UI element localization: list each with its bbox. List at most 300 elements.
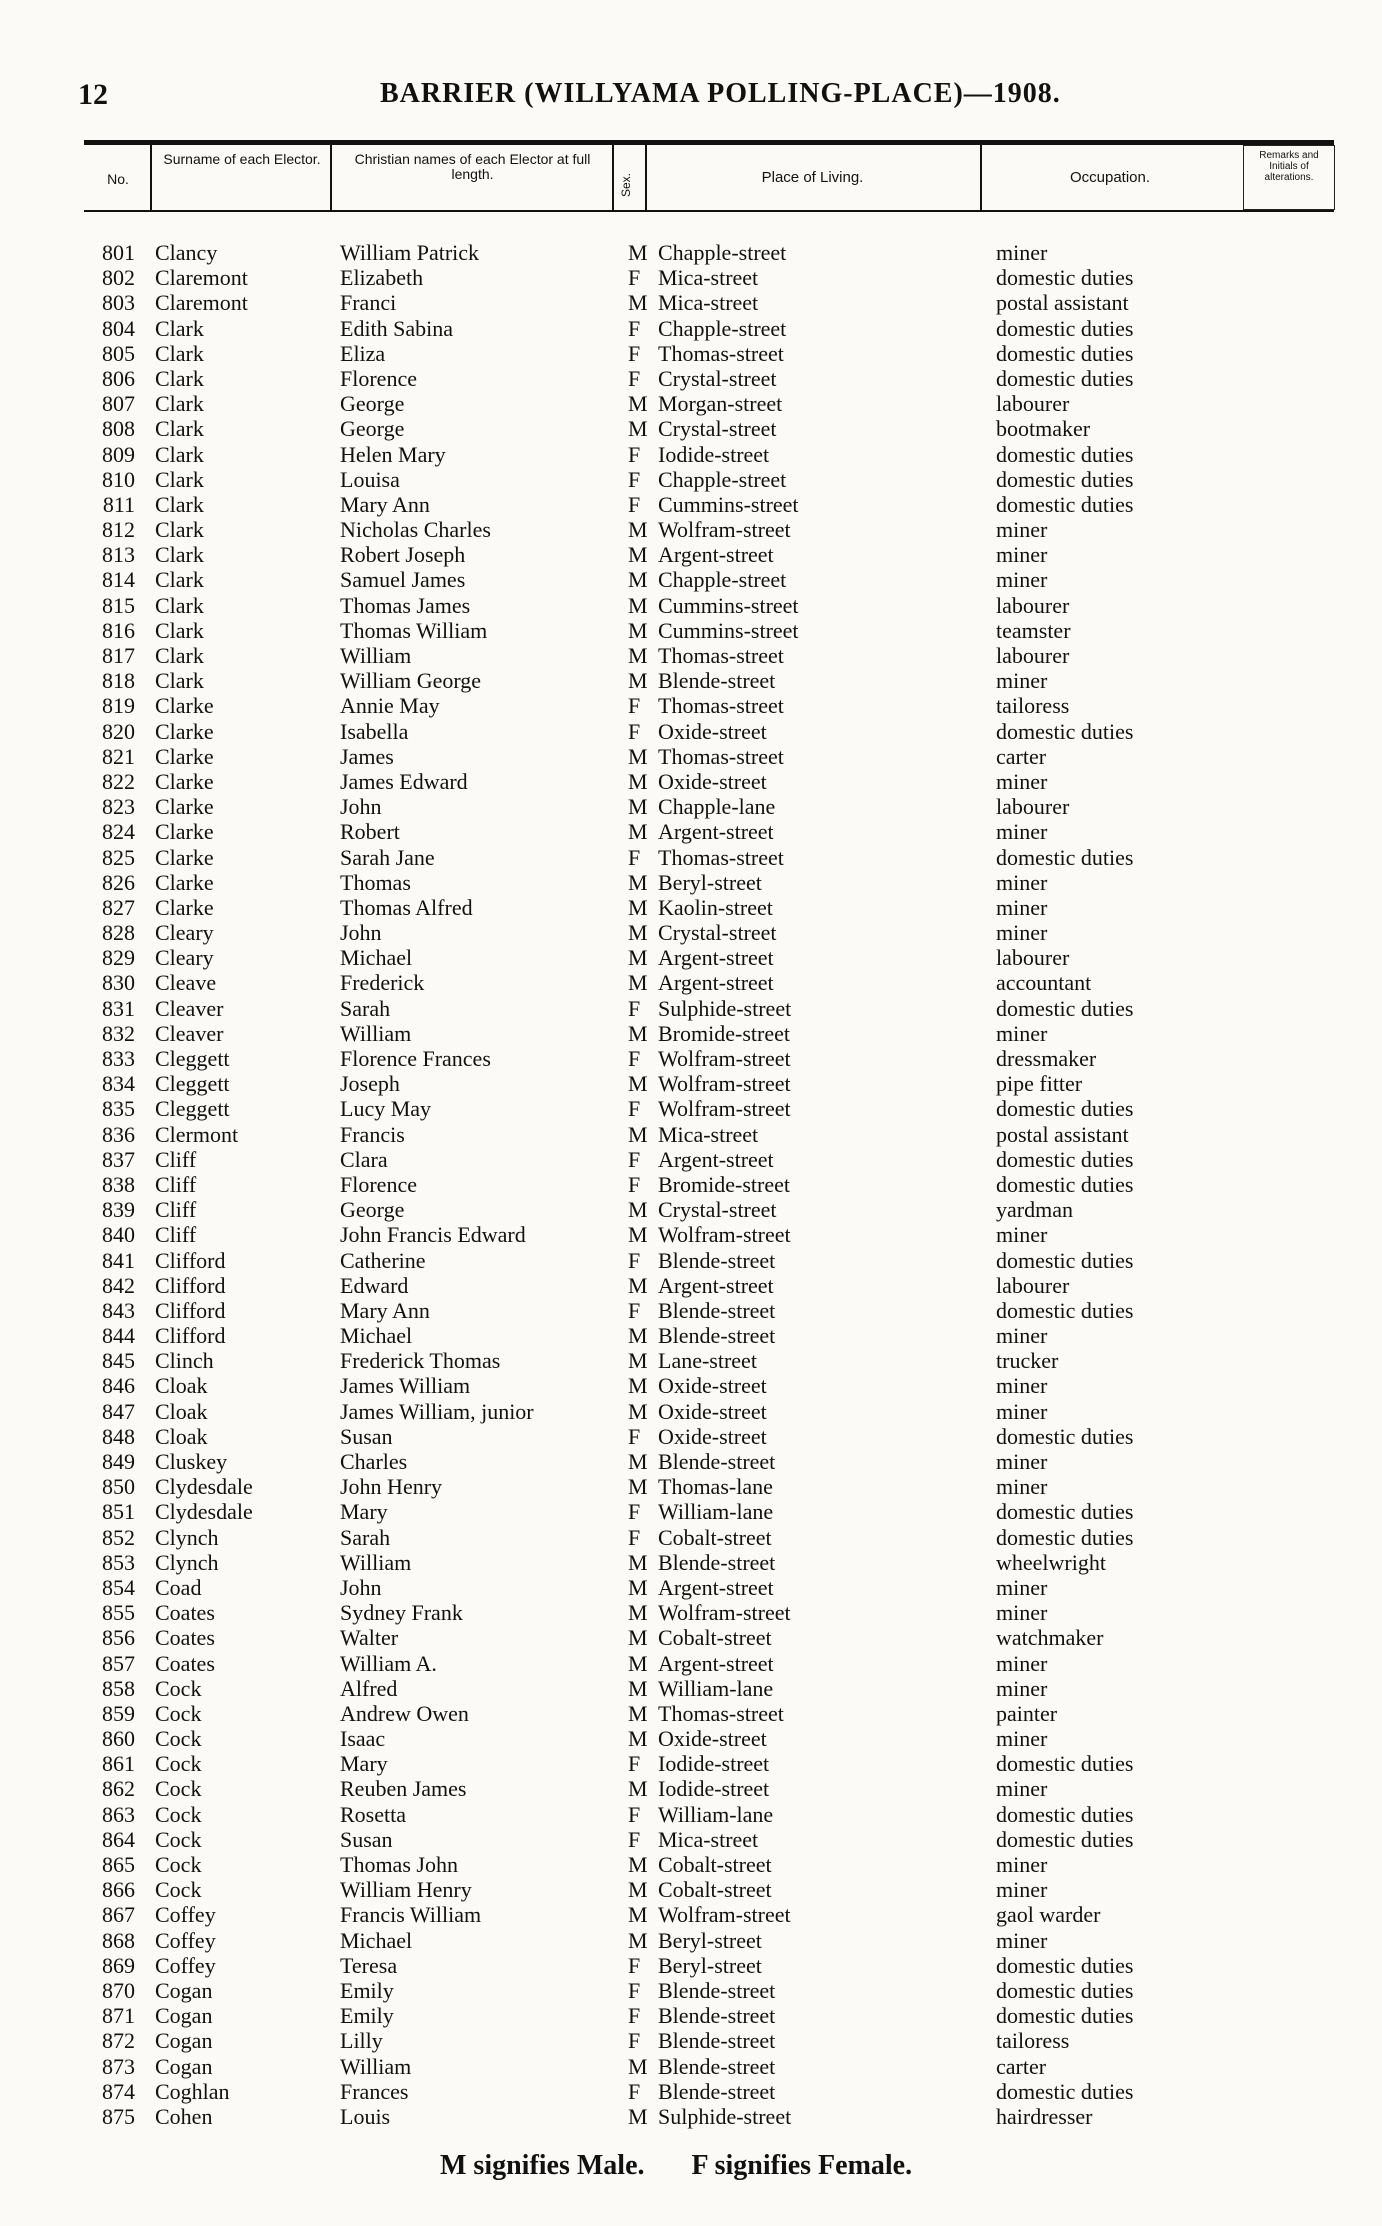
elector-sex: M: [628, 869, 648, 895]
elector-number: 833: [102, 1046, 135, 1071]
elector-number: 843: [102, 1297, 135, 1323]
elector-christian-names: Frances: [340, 2078, 409, 2104]
elector-surname: Cloak: [155, 1398, 208, 1424]
elector-christian-names: William: [340, 2053, 412, 2079]
elector-place: Oxide-street: [658, 1398, 767, 1424]
elector-number: 862: [102, 1776, 135, 1802]
elector-christian-names: William: [340, 1020, 412, 1046]
elector-surname: Cliff: [155, 1222, 197, 1248]
table-row: [0, 1751, 1382, 1776]
elector-occupation: miner: [996, 1398, 1048, 1424]
elector-christian-names: Teresa: [340, 1952, 398, 1978]
elector-sex: M: [628, 920, 648, 946]
elector-place: Lane-street: [658, 1348, 757, 1374]
elector-number: 823: [102, 794, 135, 820]
elector-place: Argent-street: [658, 1146, 774, 1172]
elector-surname: Cock: [155, 1826, 202, 1852]
elector-number: 836: [102, 1121, 135, 1147]
elector-occupation: domestic duties: [996, 315, 1134, 341]
elector-occupation: miner: [996, 768, 1048, 794]
elector-occupation: domestic duties: [996, 1801, 1134, 1827]
elector-christian-names: Lucy May: [340, 1096, 432, 1122]
elector-sex: M: [628, 1121, 648, 1147]
elector-occupation: hairdresser: [996, 2103, 1093, 2129]
elector-christian-names: Charles: [340, 1449, 408, 1474]
elector-occupation: labourer: [996, 391, 1070, 417]
table-row: [0, 895, 1382, 920]
elector-occupation: miner: [996, 517, 1048, 543]
elector-number: 839: [102, 1197, 135, 1223]
table-row: [0, 845, 1382, 870]
elector-place: Wolfram-street: [658, 1902, 791, 1928]
table-row: [0, 391, 1382, 416]
elector-sex: M: [628, 768, 648, 794]
table-row: [0, 668, 1382, 693]
elector-christian-names: James William: [340, 1373, 471, 1399]
elector-surname: Cloak: [155, 1423, 208, 1449]
elector-christian-names: Mary Ann: [340, 491, 430, 517]
elector-christian-names: Robert: [340, 819, 400, 845]
elector-occupation: tailoress: [996, 2028, 1070, 2054]
header-christian-names: Christian names of each Elector at full length.: [354, 151, 591, 182]
elector-sex: M: [628, 2053, 648, 2079]
elector-number: 810: [102, 466, 135, 492]
elector-number: 821: [102, 743, 135, 769]
table-row: [0, 593, 1382, 618]
elector-number: 835: [102, 1096, 135, 1122]
table-row: [0, 1928, 1382, 1953]
elector-christian-names: Sydney Frank: [340, 1600, 463, 1626]
elector-sex: M: [628, 1272, 648, 1298]
table-row: [0, 366, 1382, 391]
table-row: [0, 970, 1382, 995]
elector-place: Beryl-street: [658, 1927, 762, 1953]
table-row: [0, 1701, 1382, 1726]
table-row: [0, 2003, 1382, 2028]
elector-christian-names: Francis: [340, 1121, 405, 1147]
elector-sex: M: [628, 1323, 648, 1349]
elector-occupation: yardman: [996, 1197, 1073, 1223]
elector-place: Mica-street: [658, 265, 759, 291]
table-row: [0, 542, 1382, 567]
elector-place: Blende-street: [658, 1247, 776, 1273]
elector-sex: F: [628, 1297, 641, 1323]
elector-sex: M: [628, 1474, 648, 1500]
elector-sex: M: [628, 1549, 648, 1575]
elector-place: Wolfram-street: [658, 1071, 791, 1097]
column-divider: [980, 145, 982, 210]
elector-christian-names: Reuben James: [340, 1776, 467, 1802]
table-row: [0, 996, 1382, 1021]
elector-occupation: miner: [996, 1726, 1048, 1752]
header-remarks: Remarks and Initials of alterations.: [1243, 145, 1335, 210]
elector-sex: M: [628, 1726, 648, 1752]
elector-sex: F: [628, 315, 641, 341]
elector-number: 831: [102, 995, 135, 1021]
elector-place: Thomas-street: [658, 643, 784, 668]
elector-place: Cobalt-street: [658, 1625, 772, 1651]
table-row: [0, 517, 1382, 542]
elector-number: 870: [102, 1977, 135, 2003]
table-row: [0, 1575, 1382, 1600]
elector-number: 866: [102, 1877, 135, 1903]
table-row: [0, 492, 1382, 517]
elector-surname: Clinch: [155, 1348, 214, 1374]
elector-surname: Cogan: [155, 2053, 213, 2079]
elector-occupation: miner: [996, 1675, 1048, 1701]
elector-number: 871: [102, 2003, 135, 2029]
elector-sex: M: [628, 567, 648, 593]
elector-christian-names: Edith Sabina: [340, 315, 454, 341]
elector-place: Blende-street: [658, 1549, 776, 1575]
elector-surname: Clark: [155, 365, 204, 391]
elector-occupation: miner: [996, 668, 1048, 694]
elector-number: 828: [102, 920, 135, 946]
elector-christian-names: Frederick Thomas: [340, 1348, 501, 1374]
elector-sex: M: [628, 592, 648, 618]
elector-occupation: domestic duties: [996, 1096, 1134, 1122]
elector-occupation: domestic duties: [996, 466, 1134, 492]
elector-sex: F: [628, 2078, 641, 2104]
elector-place: Thomas-lane: [658, 1474, 773, 1500]
elector-christian-names: John: [340, 920, 382, 946]
elector-surname: Cluskey: [155, 1449, 228, 1474]
elector-sex: M: [628, 1071, 648, 1097]
elector-sex: F: [628, 1247, 641, 1273]
elector-occupation: domestic duties: [996, 1247, 1134, 1273]
elector-sex: M: [628, 743, 648, 769]
elector-occupation: miner: [996, 1222, 1048, 1248]
elector-occupation: miner: [996, 1323, 1048, 1349]
elector-occupation: miner: [996, 567, 1048, 593]
elector-surname: Clark: [155, 441, 204, 467]
elector-place: Chapple-street: [658, 567, 787, 593]
elector-place: Crystal-street: [658, 416, 777, 442]
table-row: [0, 2054, 1382, 2079]
elector-christian-names: William: [340, 643, 412, 668]
elector-number: 853: [102, 1549, 135, 1575]
elector-occupation: labourer: [996, 592, 1070, 618]
elector-place: Thomas-street: [658, 743, 784, 769]
elector-number: 865: [102, 1852, 135, 1877]
elector-christian-names: Michael: [340, 1323, 413, 1349]
elector-surname: Clarke: [155, 718, 214, 744]
elector-occupation: miner: [996, 894, 1048, 920]
elector-occupation: domestic duties: [996, 1977, 1134, 2003]
elector-surname: Clarke: [155, 819, 214, 845]
elector-christian-names: Florence Frances: [340, 1046, 491, 1071]
sex-key-footer: [440, 2150, 952, 2182]
elector-surname: Cock: [155, 1675, 202, 1701]
elector-christian-names: Emily: [340, 2003, 394, 2029]
elector-surname: Cock: [155, 1852, 202, 1877]
elector-surname: Clark: [155, 567, 204, 593]
elector-number: 857: [102, 1650, 135, 1676]
table-row: [0, 1373, 1382, 1398]
elector-number: 812: [102, 517, 135, 543]
table-row: [0, 240, 1382, 265]
elector-christian-names: Thomas: [340, 869, 411, 895]
elector-place: Argent-street: [658, 1272, 774, 1298]
elector-surname: Cliff: [155, 1171, 197, 1197]
elector-surname: Cogan: [155, 1977, 213, 2003]
elector-surname: Clifford: [155, 1272, 226, 1298]
elector-surname: Cliff: [155, 1197, 197, 1223]
table-row: [0, 1046, 1382, 1071]
elector-occupation: domestic duties: [996, 1297, 1134, 1323]
elector-sex: F: [628, 2003, 641, 2029]
female-key: F signifies Female.: [691, 2150, 913, 2181]
table-row: [0, 467, 1382, 492]
elector-surname: Cloak: [155, 1373, 208, 1399]
elector-number: 852: [102, 1524, 135, 1550]
elector-christian-names: Thomas James: [340, 592, 471, 618]
table-row: [0, 1953, 1382, 1978]
elector-sex: M: [628, 1776, 648, 1802]
elector-christian-names: Louisa: [340, 466, 400, 492]
header-surname: Surname of each Elector.: [163, 151, 321, 167]
elector-number: 805: [102, 340, 135, 366]
elector-occupation: miner: [996, 920, 1048, 946]
elector-place: Cobalt-street: [658, 1524, 772, 1550]
elector-surname: Claremont: [155, 265, 248, 291]
elector-surname: Cogan: [155, 2028, 213, 2054]
elector-place: Sulphide-street: [658, 2103, 792, 2129]
elector-surname: Cleary: [155, 920, 214, 946]
elector-sex: M: [628, 617, 648, 643]
elector-place: Sulphide-street: [658, 995, 792, 1021]
elector-sex: F: [628, 844, 641, 870]
elector-christian-names: Robert Joseph: [340, 542, 466, 568]
table-row: [0, 1273, 1382, 1298]
elector-number: 818: [102, 668, 135, 694]
elector-place: Wolfram-street: [658, 1600, 791, 1626]
elector-occupation: domestic duties: [996, 265, 1134, 291]
elector-number: 872: [102, 2028, 135, 2054]
elector-place: Argent-street: [658, 945, 774, 971]
table-row: [0, 1222, 1382, 1247]
elector-number: 822: [102, 768, 135, 794]
elector-number: 830: [102, 970, 135, 996]
elector-occupation: miner: [996, 1020, 1048, 1046]
table-row: [0, 1424, 1382, 1449]
elector-surname: Clark: [155, 391, 204, 417]
elector-occupation: domestic duties: [996, 844, 1134, 870]
elector-sex: F: [628, 491, 641, 517]
elector-place: Cobalt-street: [658, 1877, 772, 1903]
elector-place: Thomas-street: [658, 340, 784, 366]
elector-surname: Cleave: [155, 970, 217, 996]
elector-surname: Cock: [155, 1751, 202, 1777]
elector-number: 809: [102, 441, 135, 467]
elector-surname: Cleggett: [155, 1071, 230, 1097]
table-row: [0, 316, 1382, 341]
table-row: [0, 1600, 1382, 1625]
elector-surname: Coffey: [155, 1927, 216, 1953]
running-head: BARRIER (WILLYAMA POLLING-PLACE)—1908.: [380, 78, 1061, 109]
column-divider: [612, 145, 614, 210]
elector-sex: M: [628, 794, 648, 820]
elector-number: 863: [102, 1801, 135, 1827]
table-row: [0, 693, 1382, 718]
elector-sex: F: [628, 466, 641, 492]
elector-place: Argent-street: [658, 970, 774, 996]
elector-number: 840: [102, 1222, 135, 1248]
elector-sex: M: [628, 290, 648, 316]
elector-christian-names: Frederick: [340, 970, 425, 996]
elector-place: Wolfram-street: [658, 517, 791, 543]
elector-sex: F: [628, 693, 641, 719]
elector-sex: M: [628, 643, 648, 668]
elector-place: Beryl-street: [658, 1952, 762, 1978]
elector-number: 848: [102, 1423, 135, 1449]
elector-surname: Cock: [155, 1877, 202, 1903]
elector-occupation: domestic duties: [996, 1171, 1134, 1197]
elector-place: Crystal-street: [658, 365, 777, 391]
elector-number: 804: [102, 315, 135, 341]
elector-occupation: domestic duties: [996, 1826, 1134, 1852]
elector-number: 817: [102, 643, 135, 668]
elector-christian-names: Sarah Jane: [340, 844, 435, 870]
elector-place: Argent-street: [658, 819, 774, 845]
elector-occupation: miner: [996, 542, 1048, 568]
elector-occupation: labourer: [996, 945, 1070, 971]
elector-occupation: labourer: [996, 794, 1070, 820]
elector-occupation: miner: [996, 1877, 1048, 1903]
elector-sex: F: [628, 1146, 641, 1172]
elector-number: 829: [102, 945, 135, 971]
elector-number: 851: [102, 1499, 135, 1525]
elector-number: 820: [102, 718, 135, 744]
elector-number: 867: [102, 1902, 135, 1928]
elector-christian-names: Isabella: [340, 718, 409, 744]
elector-number: 816: [102, 617, 135, 643]
column-divider: [150, 145, 152, 210]
elector-surname: Cleggett: [155, 1046, 230, 1071]
elector-sex: F: [628, 265, 641, 291]
elector-number: 813: [102, 542, 135, 568]
elector-occupation: postal assistant: [996, 1121, 1129, 1147]
elector-christian-names: Susan: [340, 1826, 393, 1852]
table-row: [0, 1827, 1382, 1852]
elector-place: Mica-street: [658, 1121, 759, 1147]
elector-sex: M: [628, 1222, 648, 1248]
elector-christian-names: Helen Mary: [340, 441, 446, 467]
elector-surname: Cleggett: [155, 1096, 230, 1122]
elector-number: 859: [102, 1700, 135, 1726]
elector-number: 845: [102, 1348, 135, 1374]
elector-surname: Coates: [155, 1625, 215, 1651]
elector-place: Blende-street: [658, 1449, 776, 1474]
elector-number: 858: [102, 1675, 135, 1701]
elector-christian-names: Mary Ann: [340, 1297, 430, 1323]
elector-occupation: carter: [996, 743, 1047, 769]
elector-christian-names: George: [340, 1197, 405, 1223]
elector-place: Crystal-street: [658, 1197, 777, 1223]
header-number: No.: [107, 171, 129, 187]
elector-occupation: domestic duties: [996, 2078, 1134, 2104]
elector-sex: M: [628, 970, 648, 996]
elector-number: 806: [102, 365, 135, 391]
elector-surname: Cock: [155, 1776, 202, 1802]
elector-christian-names: Susan: [340, 1423, 393, 1449]
elector-surname: Clark: [155, 592, 204, 618]
elector-christian-names: George: [340, 391, 405, 417]
elector-christian-names: Mary: [340, 1751, 388, 1777]
elector-occupation: watchmaker: [996, 1625, 1104, 1651]
table-row: [0, 1122, 1382, 1147]
elector-sex: M: [628, 240, 648, 265]
elector-place: Wolfram-street: [658, 1096, 791, 1122]
elector-number: 811: [102, 491, 135, 517]
elector-christian-names: Annie May: [340, 693, 440, 719]
elector-christian-names: Sarah: [340, 995, 391, 1021]
elector-christian-names: Elizabeth: [340, 265, 424, 291]
elector-place: Cummins-street: [658, 491, 799, 517]
table-row: [0, 1550, 1382, 1575]
elector-number: 808: [102, 416, 135, 442]
table-row: [0, 1474, 1382, 1499]
elector-place: Oxide-street: [658, 718, 767, 744]
elector-christian-names: Clara: [340, 1146, 388, 1172]
elector-number: 860: [102, 1726, 135, 1752]
elector-occupation: miner: [996, 240, 1048, 265]
elector-christian-names: Florence: [340, 1171, 417, 1197]
elector-sex: M: [628, 2103, 648, 2129]
elector-occupation: domestic duties: [996, 2003, 1134, 2029]
table-row: [0, 819, 1382, 844]
elector-place: Wolfram-street: [658, 1046, 791, 1071]
elector-place: Blende-street: [658, 2078, 776, 2104]
elector-surname: Cleary: [155, 945, 214, 971]
page-number: 12: [78, 78, 108, 111]
elector-surname: Clark: [155, 416, 204, 442]
elector-christian-names: Alfred: [340, 1675, 398, 1701]
table-row: [0, 2079, 1382, 2104]
table-row: [0, 1298, 1382, 1323]
elector-number: 874: [102, 2078, 135, 2104]
elector-place: Mica-street: [658, 1826, 759, 1852]
table-row: [0, 1625, 1382, 1650]
elector-sex: M: [628, 1020, 648, 1046]
elector-occupation: postal assistant: [996, 290, 1129, 316]
elector-place: William-lane: [658, 1675, 774, 1701]
elector-number: 847: [102, 1398, 135, 1424]
elector-sex: M: [628, 517, 648, 543]
elector-sex: F: [628, 1499, 641, 1525]
table-row: [0, 744, 1382, 769]
elector-number: 825: [102, 844, 135, 870]
elector-occupation: trucker: [996, 1348, 1059, 1374]
elector-occupation: miner: [996, 1474, 1048, 1500]
table-row: [0, 416, 1382, 441]
elector-christian-names: James William, junior: [340, 1398, 534, 1424]
elector-sex: M: [628, 1574, 648, 1600]
elector-number: 869: [102, 1952, 135, 1978]
elector-sex: M: [628, 1348, 648, 1374]
table-row: [0, 1676, 1382, 1701]
elector-occupation: miner: [996, 1449, 1048, 1474]
elector-occupation: bootmaker: [996, 416, 1091, 442]
elector-occupation: domestic duties: [996, 995, 1134, 1021]
elector-number: 837: [102, 1146, 135, 1172]
elector-sex: M: [628, 1877, 648, 1903]
male-key: M signifies Male.: [440, 2150, 645, 2181]
elector-surname: Clancy: [155, 240, 218, 265]
table-row: [0, 1802, 1382, 1827]
elector-christian-names: Michael: [340, 945, 413, 971]
elector-place: Chapple-lane: [658, 794, 776, 820]
